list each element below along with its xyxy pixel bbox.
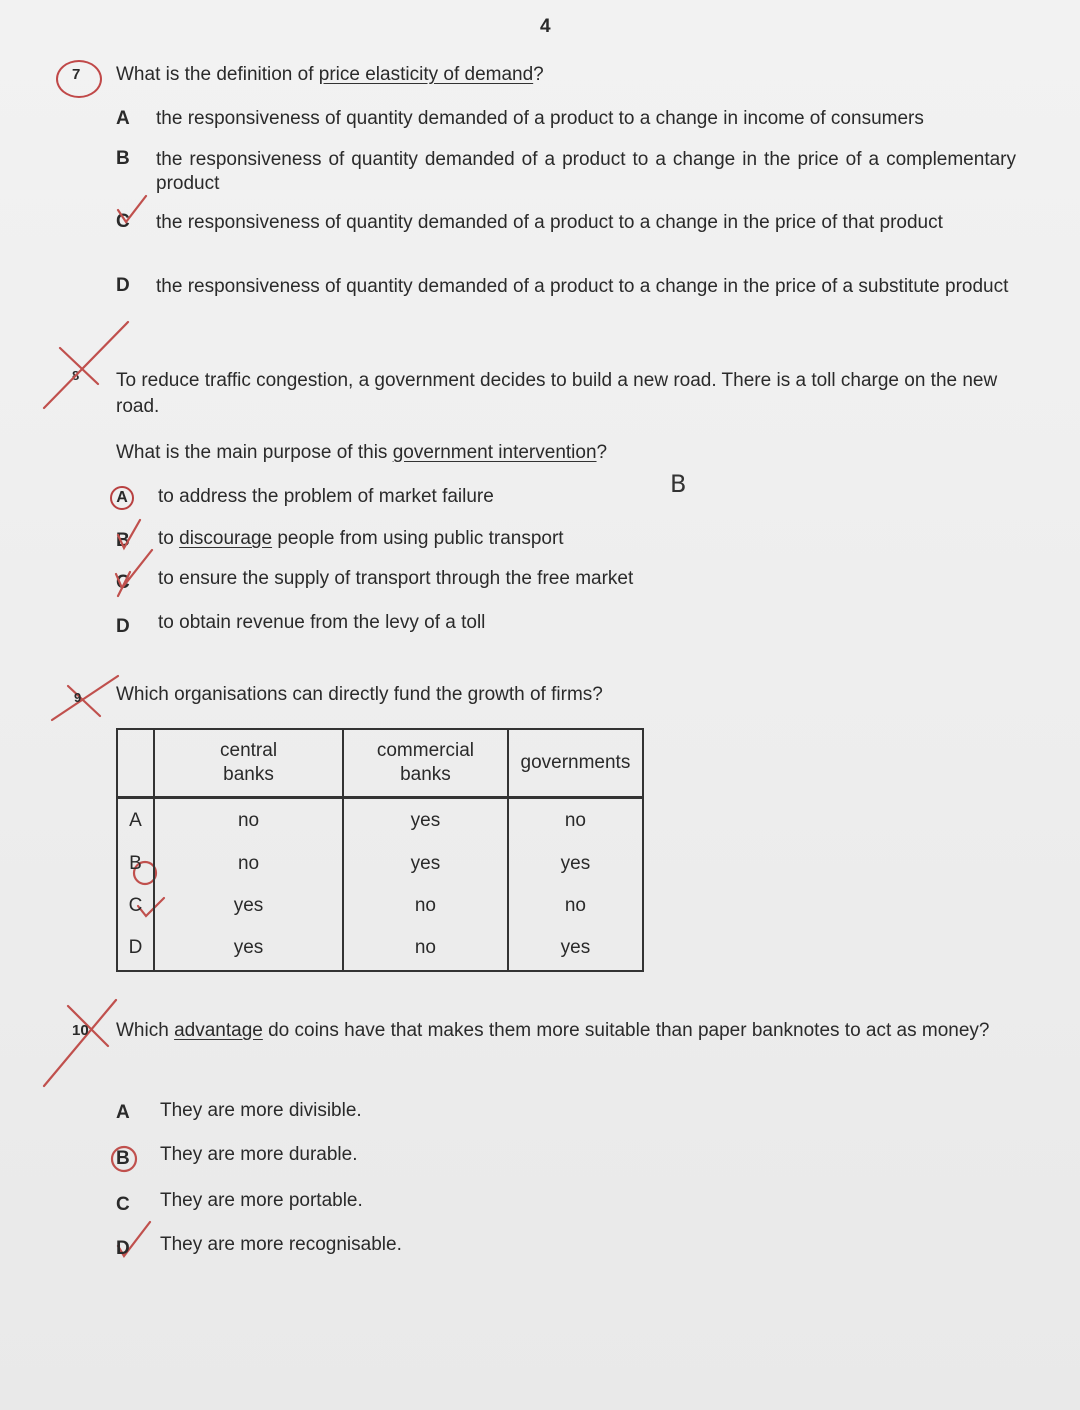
q10-option-d-text: They are more recognisable. — [160, 1234, 402, 1255]
table-cell: yes — [508, 927, 643, 971]
q8-option-d-text: to obtain revenue from the levy of a toll — [158, 612, 486, 633]
q8-number: 8 — [72, 368, 80, 383]
page-number: 4 — [540, 16, 551, 37]
table-row[interactable] — [117, 927, 643, 971]
q8-intro: To reduce traffic congestion, a government decides to build a new road. There is a toll charge on the new road. — [116, 370, 998, 417]
funding-table — [116, 728, 644, 972]
q10-term: advantage — [174, 1020, 263, 1041]
q10-option-b-text: They are more durable. — [160, 1144, 358, 1165]
q10-option-a-letter[interactable]: A — [116, 1102, 130, 1123]
q7-option-c-letter[interactable]: C — [116, 211, 130, 232]
q7-number: 7 — [72, 66, 81, 83]
q10-option-c-letter[interactable]: C — [116, 1194, 130, 1215]
q8-option-c-text: to ensure the supply of transport through the free market — [158, 568, 634, 589]
q10-stem: Which advantage do coins have that makes them more suitable than paper banknotes to act as money? — [116, 1020, 990, 1041]
table-cell: yes — [154, 927, 343, 971]
q10-option-a-text: They are more divisible. — [160, 1100, 362, 1121]
table-cell: no — [508, 798, 643, 843]
q7-option-b-text: the responsiveness of quantity demanded of a product to a change in the price of a complementary product — [156, 149, 1016, 194]
table-cell: yes — [154, 885, 343, 927]
table-header-row — [117, 729, 643, 798]
q10-option-b-letter[interactable]: B — [116, 1148, 130, 1169]
table-cell: no — [154, 798, 343, 843]
table-cell: yes — [343, 798, 508, 843]
q8-option-b-term: discourage — [179, 528, 273, 549]
row-letter: A — [117, 798, 154, 843]
q7-stem: What is the definition of price elasticity of demand? — [116, 64, 544, 85]
table-header-central-banks: central banks — [154, 729, 343, 798]
table-row[interactable] — [117, 798, 643, 843]
table-header-commercial-banks: commercial banks — [343, 729, 508, 798]
q7-option-a-text: the responsiveness of quantity demanded of a product to a change in income of consumers — [156, 108, 924, 129]
q7-option-d-text: the responsiveness of quantity demanded of a product to a change in the price of a substitute product — [156, 276, 1009, 297]
q7-option-a-letter[interactable]: A — [116, 108, 130, 129]
q7-option-d-letter[interactable]: D — [116, 275, 130, 296]
q8-stem: What is the main purpose of this government intervention? — [116, 442, 608, 463]
q7-option-b-letter[interactable]: B — [116, 148, 130, 169]
table-header-corner — [117, 729, 154, 798]
table-cell: no — [508, 885, 643, 927]
q8-option-b-text: to discourage people from using public transport — [158, 528, 564, 549]
table-cell: no — [343, 927, 508, 971]
q8-option-b-letter[interactable]: B — [116, 530, 130, 551]
row-letter: C — [117, 885, 154, 927]
table-header-governments: governments — [508, 729, 643, 798]
table-cell: no — [343, 885, 508, 927]
handwritten-answer: B — [670, 470, 687, 498]
q8-option-a-text: to address the problem of market failure — [158, 486, 494, 507]
table-cell: no — [154, 843, 343, 885]
table-cell: yes — [343, 843, 508, 885]
q10-option-c-text: They are more portable. — [160, 1190, 363, 1211]
q8-term: government intervention — [392, 442, 597, 463]
q9-stem: Which organisations can directly fund the growth of firms? — [116, 684, 603, 705]
q9-number: 9 — [74, 690, 82, 705]
q8-option-c-letter[interactable]: C — [116, 572, 130, 593]
table-cell: yes — [508, 843, 643, 885]
table-row[interactable] — [117, 843, 643, 885]
table-row[interactable] — [117, 885, 643, 927]
q7-option-c-text: the responsiveness of quantity demanded of a product to a change in the price of that product — [156, 212, 943, 233]
cross-mark — [52, 676, 118, 720]
cross-mark — [44, 1000, 116, 1086]
row-letter: B — [117, 843, 154, 885]
q10-number: 10 — [72, 1022, 89, 1039]
q7-term: price elasticity of demand — [318, 64, 534, 85]
q10-option-d-letter[interactable]: D — [116, 1238, 130, 1259]
row-letter: D — [117, 927, 154, 971]
q8-option-d-letter[interactable]: D — [116, 616, 130, 637]
q8-option-a-letter[interactable]: A — [110, 486, 134, 510]
